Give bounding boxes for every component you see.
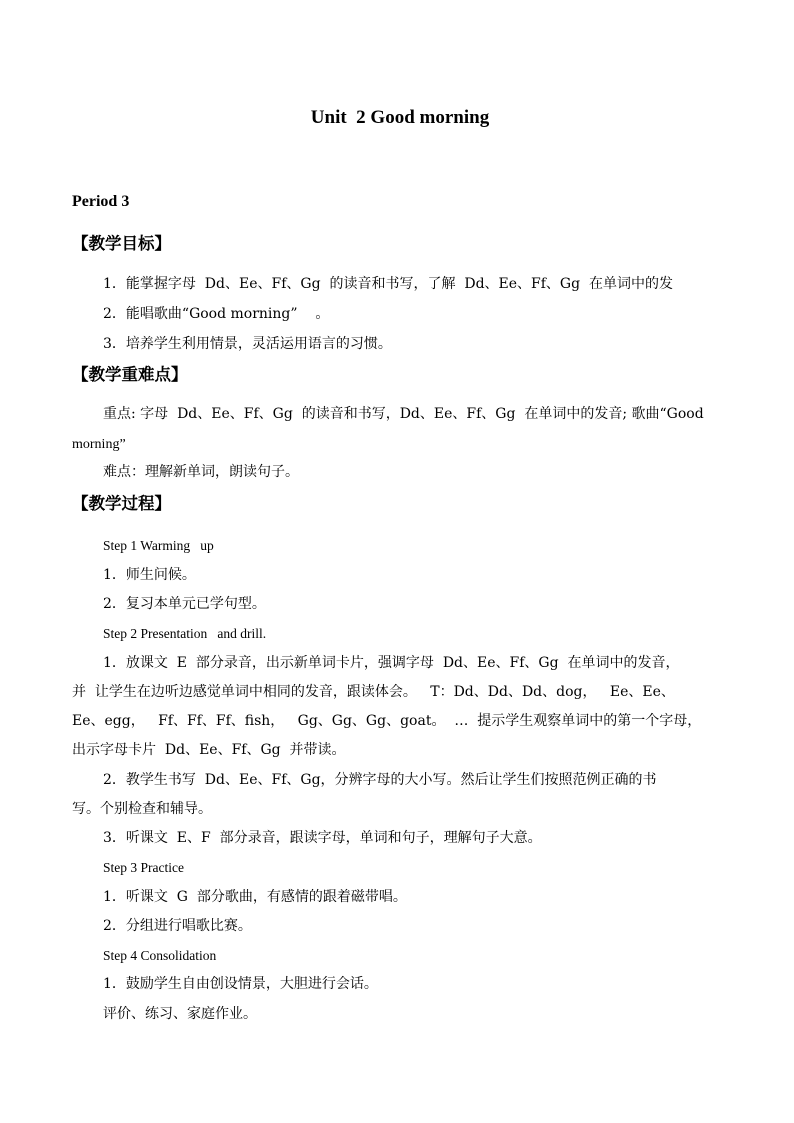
process-line: 1．鼓励学生自由创设情景，大胆进行会话。 [103, 976, 378, 992]
process-line: 评价、练习、家庭作业。 [103, 1006, 257, 1022]
step-heading: Step 2 Presentation and drill. [103, 626, 267, 641]
process-line: 写。个别检查和辅导。 [72, 801, 212, 817]
process-line: 2．分组进行唱歌比赛。 [103, 918, 252, 934]
process-line: 出示字母卡片 Dd、Ee、Ff、Gg 并带读。 [72, 742, 346, 758]
process-heading: 【教学过程】 [72, 494, 171, 513]
step-heading: Step 4 Consolidation [103, 948, 217, 963]
keypoint-line: morning” [72, 437, 126, 452]
period-label: Period 3 [72, 193, 130, 210]
process-line: Ee、egg， Ff、Ff、Ff、fish， Gg、Gg、Gg、goat。 … 提示学生观察单词中的第一个字母， [72, 713, 702, 729]
keypoint-line: 重点: 字母 Dd、Ee、Ff、Gg 的读音和书写，Dd、Ee、Ff、Gg 在单词中的发音; 歌曲“Good [103, 406, 704, 422]
document-title: Unit 2 Good morning [310, 107, 490, 128]
step-heading: Step 1 Warming up [103, 538, 214, 553]
process-line: 并 让学生在边听边感觉单词中相同的发音，跟读体会。 T：Dd、Dd、Dd、dog， Ee、Ee、 [72, 684, 675, 700]
process-line: 2．复习本单元已学句型。 [103, 596, 266, 612]
step-heading: Step 3 Practice [103, 860, 184, 875]
process-line: 3．听课文 E、F 部分录音，跟读字母，单词和句子，理解句子大意。 [103, 830, 542, 846]
objective-item: 2．能唱歌曲“Good morning” 。 [103, 306, 330, 322]
objectives-heading: 【教学目标】 [72, 234, 171, 253]
objective-item: 1．能掌握字母 Dd、Ee、Ff、Gg 的读音和书写，了解 Dd、Ee、Ff、Gg 在单词中的发 [103, 276, 673, 292]
keypoint-line: 难点：理解新单词，朗读句子。 [103, 464, 299, 480]
keypoints-heading: 【教学重难点】 [72, 365, 188, 384]
process-line: 2．教学生书写 Dd、Ee、Ff、Gg，分辨字母的大小写。然后让学生们按照范例正确的书 [103, 772, 657, 788]
process-line: 1．师生问候。 [103, 567, 196, 583]
objective-item: 3．培养学生利用情景，灵活运用语言的习惯。 [103, 336, 392, 352]
process-line: 1．放课文 E 部分录音，出示新单词卡片，强调字母 Dd、Ee、Ff、Gg 在单词中的发音， [103, 655, 680, 671]
process-line: 1．听课文 G 部分歌曲，有感情的跟着磁带唱。 [103, 889, 407, 905]
